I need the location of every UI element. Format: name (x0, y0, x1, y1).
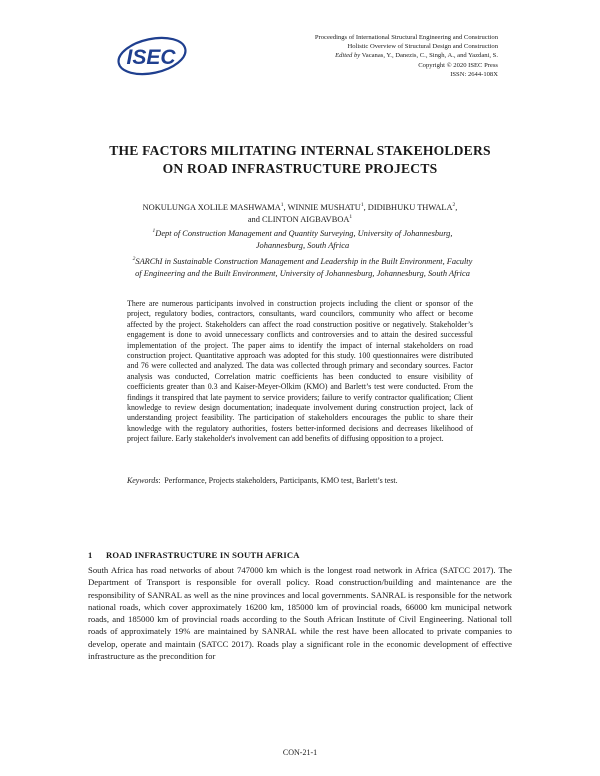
editors-line (198, 51, 498, 60)
author-sup: 2 (452, 202, 456, 209)
section-number: 1 (88, 550, 93, 560)
keywords: Keywords: Performance, Projects stakeholders, Participants, KMO test, Barlett’s test. (127, 476, 398, 485)
proceedings-header (198, 33, 498, 79)
author-name: WINNIE MUSHATU (287, 203, 361, 212)
author-sup: 1 (349, 213, 353, 220)
author-sup: 1 (360, 202, 364, 209)
abstract: There are numerous participants involved in construction projects including the client or sponsor of the project, regulatory bodies, contractors, consultants, ward councilors, community who affect or become affected by the project. Stakeholders can affect the road construction positive or negatively. Stakeholder’s engagement is done to avoid unnecessary conflicts and controversies and to attain the desired successful implementation of the project. The paper aims to identify the impact of internal stakeholders on road construction project. Quantitative approach was adopted for this study. 100 questionnaires were distributed and 76 were collected and analyzed. The data was collected through primary and secondary sources. Factor analysis was conducted, Correlation matric coefficients has been conducted to ensure visibility of coefficients greater than 0.3 and Kaiser-Meyer-Olkim (KMO) and Barlett’s test were conducted. From the findings it transpired that late payment to service providers; failure to verify contractor qualification; Client knowledge to review design documentation; inadequate involvement during construction project, lack of understanding project feasibility. The participation of stakeholders encourages the public to share their knowledge with the regulatory authorities, fosters better-informed decisions and decreases likelihood of project failure. Early stakeholder's involvement can add benefits of diffusing opposition to a project. (127, 299, 473, 444)
edited-by-label: Edited by (335, 52, 361, 60)
logo-text: ISEC (126, 46, 176, 69)
keywords-text: Performance, Projects stakeholders, Participants, KMO test, Barlett’s test. (164, 476, 398, 485)
affiliation: $^2$SARChI in Sustainable Construction Management and Leadership in the Built Environment, Faculty of Engineering and the Built Environment, University of Johannesburg, Johannesburg, South Africa (132, 256, 473, 278)
proceedings-line: Holistic Overview of Structural Design and Construction (347, 43, 498, 51)
affiliations (130, 228, 475, 284)
author-sup: 1 (280, 202, 284, 209)
editors: Vacanas, Y., Danezis, C., Singh, A., and Yazdani, S. (361, 52, 498, 60)
author-name: NOKULUNGA XOLILE MASHWAMA (142, 203, 281, 212)
affiliation: $^1$Dept of Construction Management and Quantity Surveying, University of Johannesburg, Johannesburg, South Africa (152, 228, 453, 250)
page-footer: CON-21-1 (282, 748, 318, 757)
section-body: South Africa has road networks of about 747000 km which is the longest road network in Africa (SATCC 2017). The Department of Transport is responsible for overall policy. Road construction/building and maintenance are the responsibility of SANRAL as well as the nine provinces and local governments. SANRAL is responsible for the network national roads, which cover approximately 16200 km, 185000 km of provincial roads, 66000 km municipal network roads, and 185000 km of provincial roads according to the South African Institute of Civil Engineering. National toll roads of approximately 19% are maintained by SANRAL while the rest have been allocated to private companies to develop, operate and maintain (SATCC 2017). Roads play a significant role in the economic development of effective infrastructure as the precondition for (88, 565, 512, 662)
copyright-line: Copyright © 2020 ISEC Press (418, 61, 498, 69)
section-title: ROAD INFRASTRUCTURE IN SOUTH AFRICA (106, 550, 300, 560)
section-heading (88, 550, 300, 560)
isec-logo (112, 34, 190, 78)
issn-line: ISSN: 2644-108X (450, 70, 498, 78)
proceedings-line: Proceedings of International Structural Engineering and Construction (314, 34, 498, 41)
keywords-label: Keywords (127, 476, 159, 485)
author-name: DIDIBHUKU THWALA (367, 203, 453, 212)
author-list: NOKULUNGA XOLILE MASHWAMA$^1$, WINNIE MUSHATU$^1$, DIDIBHUKU THWALA$^2$, and CLINTON AIGBAVBOA$^1$ (142, 202, 458, 224)
paper-title: THE FACTORS MILITATING INTERNAL STAKEHOLDERS ON ROAD INFRASTRUCTURE PROJECTS (109, 143, 491, 176)
author-name: CLINTON AIGBAVBOA (262, 214, 350, 224)
